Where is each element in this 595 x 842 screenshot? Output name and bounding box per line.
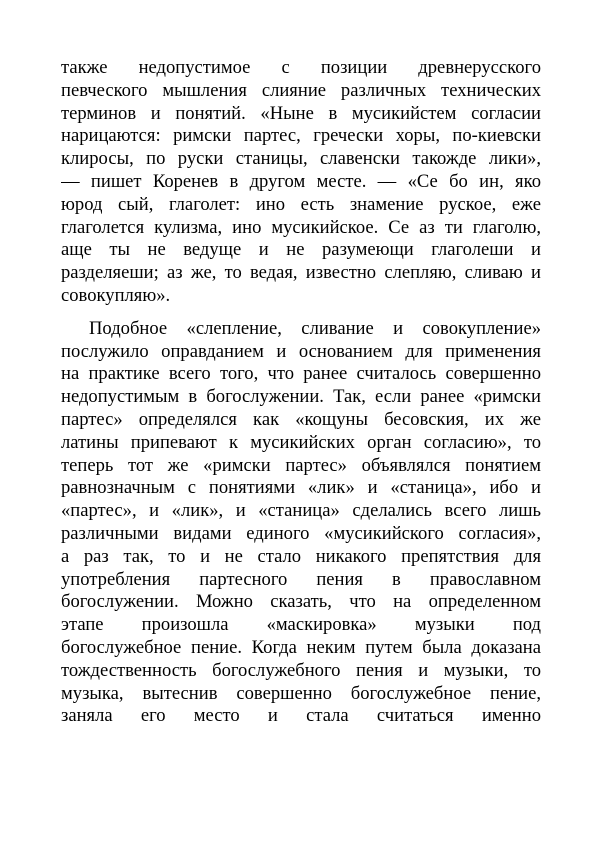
text-line: партес» определялся как «кощуны бесовския, их же: [61, 408, 541, 430]
text-line: употребления партесного пения в православном: [61, 568, 541, 590]
text-line: недопустимым в богослужении. Так, если ранее «римски: [61, 386, 541, 408]
text-line: теперь тот же «римски партес» объявлялся понятием: [61, 454, 541, 476]
text-line: богослужении. Можно сказать, что на определенном: [61, 591, 541, 613]
text-line: тождественность богослужебного пения и музыки, то: [61, 659, 541, 681]
paragraph-1: [61, 57, 541, 308]
text-line: заняла его место и стала считаться именно: [61, 705, 541, 727]
text-line: терминов и понятий. «Ныне в мусикийстем согласии: [61, 102, 541, 124]
text-line: клиросы, по руски станицы, славенски такожде лики»,: [61, 148, 541, 170]
text-line: музыка, вытеснив совершенно богослужебное пение,: [61, 682, 541, 704]
text-line: различными видами единого «мусикийского согласия»,: [61, 522, 541, 544]
text-line: нарицаются: римски партес, гречески хоры, по-киевски: [61, 125, 541, 147]
text-line: на практике всего того, что ранее считалось совершенно: [61, 363, 541, 385]
text-line: юрод сый, глаголет: ино есть знамение руское, еже: [61, 193, 541, 215]
text-line: глаголется кулизма, ино мусикийское. Се аз ти глаголю,: [61, 216, 541, 238]
text-line: послужило оправданием и основанием для применения: [61, 340, 541, 362]
paragraph-2: [61, 318, 541, 728]
text-line: певческого мышления слияние различных технических: [61, 79, 541, 101]
text-line: равнозначным с понятиями «лик» и «станица», ибо и: [61, 477, 541, 499]
text-line: Подобное «слепление, сливание и совокупление»: [89, 317, 541, 339]
body-text: [61, 57, 541, 728]
text-line: совокупляю».: [61, 284, 171, 306]
text-line: — пишет Коренев в другом месте. — «Се бо ин, яко: [61, 170, 541, 192]
text-line: разделяеши; аз же, то ведая, известно слепляю, сливаю и: [61, 262, 541, 284]
text-line: аще ты не ведуще и не разумеющи глаголеши и: [61, 239, 541, 261]
text-line: этапе произошла «маскировка» музыки под: [61, 614, 541, 636]
text-line: «партес», и «лик», и «станица» сделались всего лишь: [61, 500, 541, 522]
text-line: латины припевают к мусикийских орган согласию», то: [61, 431, 541, 453]
text-line: а раз так, то и не стало никакого препятствия для: [61, 545, 541, 567]
text-line: богослужебное пение. Когда неким путем была доказана: [61, 636, 541, 658]
text-line: также недопустимое с позиции древнерусского: [61, 57, 541, 78]
